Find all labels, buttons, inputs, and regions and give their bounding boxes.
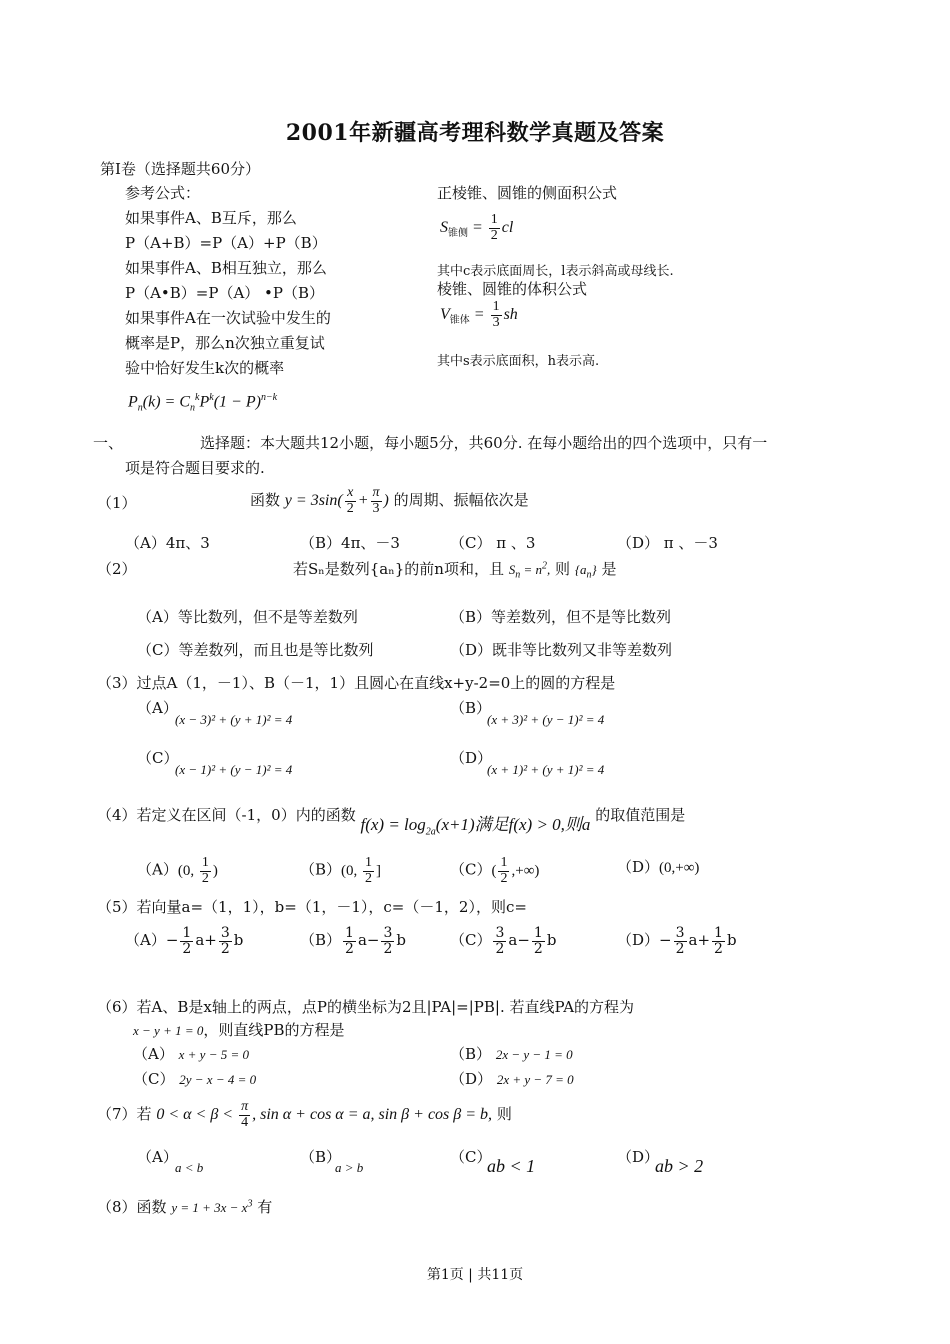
math-expression: y = 3sin( $\frac{x}{2}$ + $\frac{\pi}{3}$ )	[284, 485, 389, 516]
question-text: 的取值范围是	[595, 806, 686, 824]
option-d: （D）	[450, 749, 493, 767]
option-d-math: (x + 1)² + (y + 1)² = 4	[487, 762, 605, 777]
question-text: 是	[601, 560, 617, 578]
option-d: （D）− $\frac{3}{2}$ a+ $\frac{1}{2}$ b	[617, 925, 737, 957]
question-number: （2）	[97, 560, 137, 578]
section-heading: 第Ⅰ卷（选择题共60分）	[100, 160, 261, 178]
formula-line: 如果事件A在一次试验中发生的	[125, 309, 331, 327]
formula-line: 棱锥、圆锥的体积公式	[437, 280, 588, 298]
question-8	[97, 1196, 272, 1217]
formula-line: P（A•B）=P（A） •P（B）	[125, 284, 325, 302]
formula-heading: 参考公式：	[125, 184, 201, 202]
option-d: （D） 2x + y − 7 = 0	[450, 1070, 574, 1088]
page-title: 2001年新疆高考理科数学真题及答案	[285, 120, 665, 146]
option-a: （A）(0, $\frac{1}{2}$ )	[137, 855, 218, 886]
binomial-formula: $P_n(k) = C_n^kP^k(1 - P)^{n-k}$	[128, 392, 278, 414]
option-c: （C）	[137, 749, 179, 767]
option-b: （B） $\frac{1}{2}$ a− $\frac{3}{2}$ b	[300, 925, 406, 957]
lateral-area-formula: $S_{锥侧}$ = $\frac{1}{2}$ cl	[440, 212, 514, 243]
question-text: （7）若	[97, 1104, 152, 1123]
part-number: 一、	[93, 434, 124, 452]
math-expression: x − y + 1 = 0	[133, 1023, 204, 1038]
fraction: $\frac{1}{3}$	[492, 299, 500, 330]
option-a: （A）等比数列，但不是等差数列	[137, 608, 358, 626]
option-a-math: (x − 3)² + (y + 1)² = 4	[175, 712, 293, 727]
option-b: （B）	[450, 699, 492, 717]
question-6-cont	[133, 1019, 344, 1040]
question-text: 函数	[250, 490, 281, 509]
formula-line: 概率是P，那么n次独立重复试	[125, 334, 325, 352]
option-b: （B）(0, $\frac{1}{2}$ ]	[300, 855, 382, 886]
option-b: （B）等差数列，但不是等比数列	[450, 608, 672, 626]
question-number: （1）	[97, 494, 137, 512]
option-c-math: (x − 1)² + (y − 1)² = 4	[175, 762, 293, 777]
part-instructions: 选择题：本大题共12小题，每小题5分，共60分. 在每小题给出的四个选项中，只有一	[200, 434, 768, 452]
formula-line: 验中恰好发生k次的概率	[125, 359, 285, 377]
math-expression: $S_n = n^2$,	[508, 560, 551, 581]
question-3: （3）过点A（1，－1）、B（－1，1）且圆心在直线x+y-2=0上的圆的方程是	[97, 674, 616, 692]
option-c: （C） $\frac{3}{2}$ a− $\frac{1}{2}$ b	[450, 925, 557, 957]
formula-line: 如果事件A、B相互独立，那么	[125, 259, 327, 277]
question-text: （8）函数	[97, 1198, 167, 1216]
formula-note: 其中c表示底面周长，l表示斜高或母线长.	[437, 264, 674, 279]
formula-line: 正棱锥、圆锥的侧面积公式	[437, 184, 618, 202]
option-c: （C） 2y − x − 4 = 0	[133, 1070, 257, 1088]
option-d: （D）	[617, 1148, 660, 1166]
math-expression: $y = 1 + 3x - x^3$	[171, 1198, 253, 1215]
option-c: （C）等差数列，而且也是等比数列	[137, 641, 374, 659]
question-text: ，则直线PB的方程是	[203, 1021, 345, 1039]
option-a: （A） x + y − 5 = 0	[133, 1045, 249, 1063]
option-d-math: ab > 2	[655, 1156, 704, 1176]
option-a: （A）	[137, 699, 178, 717]
page-footer: 第1页 | 共11页	[426, 1267, 524, 1283]
option-b: （B）4π、－3	[300, 534, 400, 552]
question-7	[97, 1100, 512, 1130]
volume-formula: $V_{锥体}$ = $\frac{1}{3}$ sh	[440, 299, 518, 330]
option-b-math: a > b	[335, 1160, 364, 1175]
question-text: （4）若定义在区间（-1，0）内的函数	[97, 806, 356, 824]
option-c-math: ab < 1	[487, 1156, 536, 1176]
option-d: （D）既非等比数列又非等差数列	[450, 641, 673, 659]
formula-line: 如果事件A、B互斥，那么	[125, 209, 297, 227]
part-instructions: 项是符合题目要求的.	[125, 459, 265, 477]
question-text: 则	[496, 1104, 512, 1123]
option-d: （D）(0,+∞)	[617, 858, 700, 876]
formula-note: 其中s表示底面积，h表示高.	[437, 354, 600, 369]
fraction: $\frac{1}{2}$	[490, 212, 498, 243]
question-1	[250, 486, 529, 516]
question-text: 则	[555, 560, 571, 578]
option-c: （C） π 、3	[450, 534, 536, 552]
subscript: 锥侧	[448, 228, 468, 240]
option-b: （B） 2x − y − 1 = 0	[450, 1045, 573, 1063]
question-text: 若Sₙ是数列{aₙ}的前n项和，且	[293, 560, 504, 578]
option-b: （B）	[300, 1148, 342, 1166]
math-expression: $\{a_n\}$	[574, 562, 597, 581]
question-4	[97, 800, 686, 838]
formula-line: P（A+B）=P（A）+P（B）	[125, 234, 327, 252]
math-expression: $f(x) = \log_{2a}(x+1)$满足f(x) > 0,则a	[360, 815, 591, 838]
option-c: （C）	[450, 1148, 492, 1166]
option-d: （D） π 、－3	[617, 534, 718, 552]
subscript: 锥体	[449, 315, 470, 327]
question-6: （6）若A、B是x轴上的两点，点P的横坐标为2且|PA|=|PB|. 若直线PA的方程为	[97, 998, 635, 1016]
question-5: （5）若向量a=（1，1），b=（1，－1），c=（－1，2），则c=	[97, 898, 527, 916]
option-a: （A）− $\frac{1}{2}$ a+ $\frac{3}{2}$ b	[125, 925, 244, 957]
option-a: （A）4π、3	[125, 534, 210, 552]
question-2	[293, 558, 617, 581]
math-expression: 0 < α < β < $\frac{\pi}{4}$ , sin α + cos α = a, sin β + cos β = b,	[156, 1099, 493, 1130]
option-a-math: a < b	[175, 1160, 204, 1175]
question-text: 的周期、振幅依次是	[393, 490, 529, 509]
option-a: （A）	[137, 1148, 178, 1166]
option-b-math: (x + 3)² + (y − 1)² = 4	[487, 712, 605, 727]
option-c: （C）( $\frac{1}{2}$ ,+∞)	[450, 855, 540, 886]
question-text: 有	[257, 1198, 273, 1216]
